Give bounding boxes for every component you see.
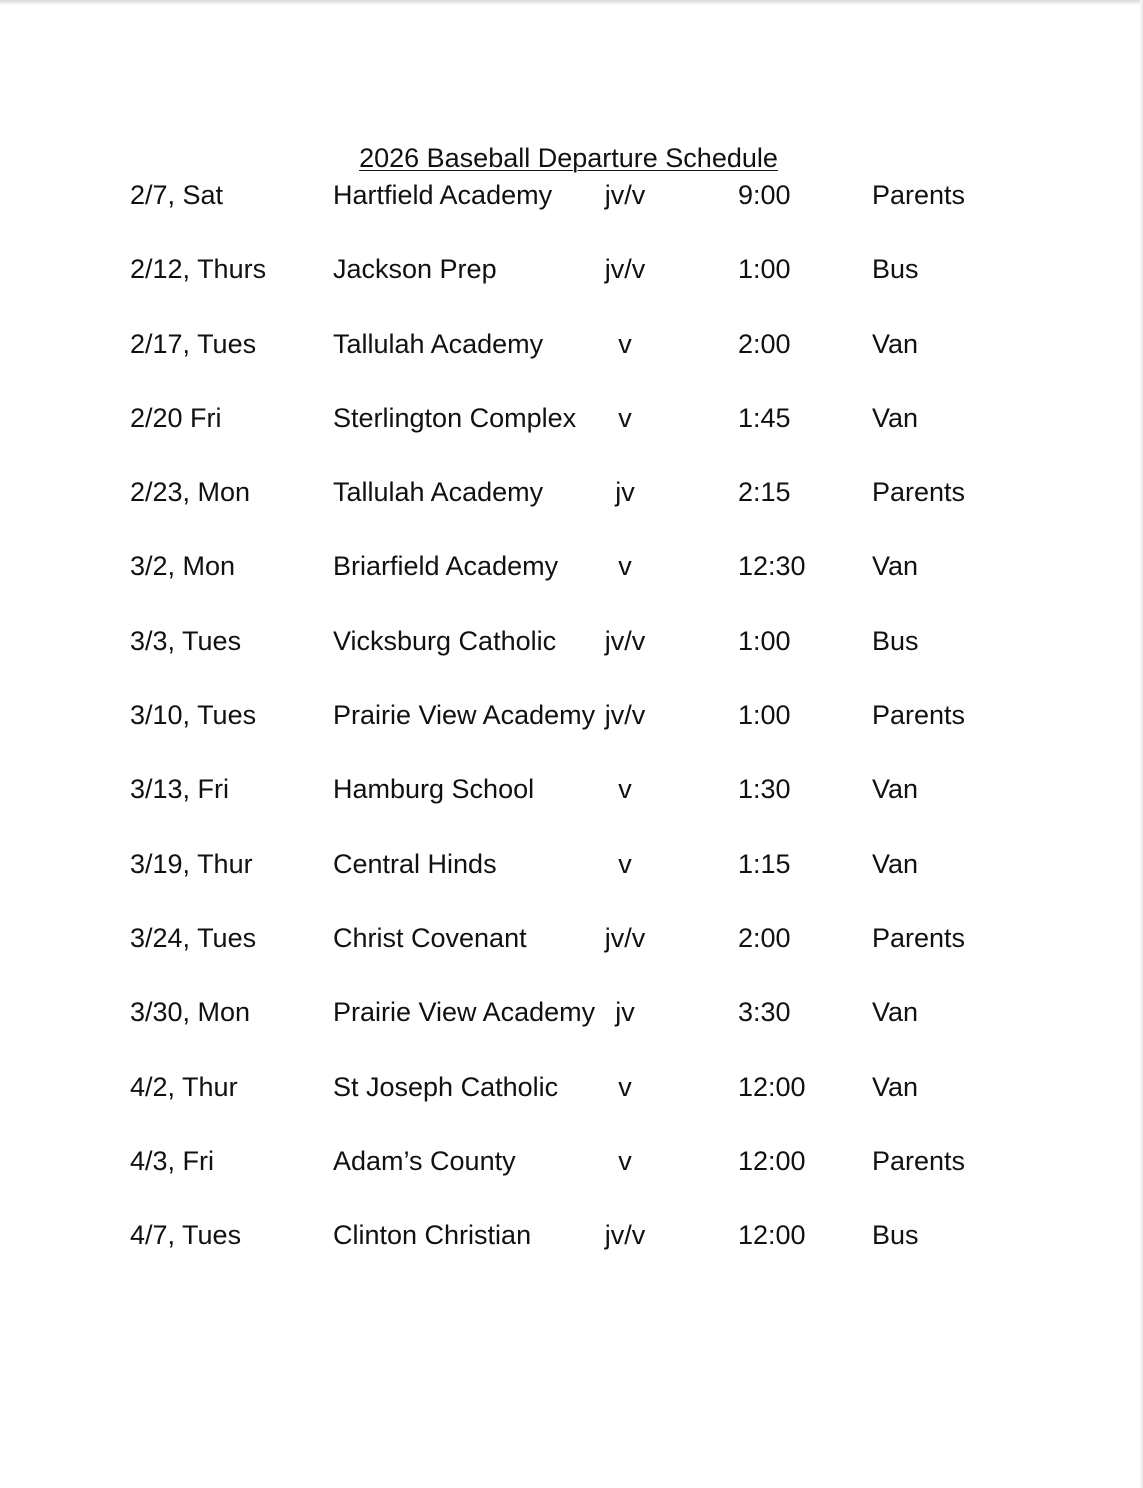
game-opponent: Briarfield Academy — [333, 551, 559, 582]
schedule-list — [0, 178, 1143, 1292]
game-level: v — [618, 551, 632, 582]
schedule-row — [0, 698, 1143, 772]
transport-mode: Van — [872, 1071, 919, 1102]
game-opponent: Sterlington Complex — [333, 402, 577, 433]
game-level: v — [618, 328, 632, 359]
transport-mode: Bus — [872, 625, 919, 656]
game-opponent: Tallulah Academy — [333, 477, 544, 508]
game-opponent: St Joseph Catholic — [333, 1071, 559, 1102]
game-level: jv — [615, 477, 635, 508]
game-opponent: Clinton Christian — [333, 1220, 532, 1251]
game-level: jv/v — [604, 625, 646, 656]
transport-mode: Parents — [872, 700, 966, 731]
game-level: v — [618, 774, 632, 805]
page-top-edge — [0, 0, 1143, 5]
transport-mode: Van — [872, 551, 919, 582]
game-level: v — [618, 402, 632, 433]
transport-mode: Van — [872, 774, 919, 805]
game-level: jv/v — [604, 254, 646, 285]
schedule-row — [0, 1070, 1143, 1144]
schedule-row — [0, 995, 1143, 1069]
game-level: v — [618, 1145, 632, 1176]
game-opponent: Tallulah Academy — [333, 328, 544, 359]
page-title: 2026 Baseball Departure Schedule — [359, 143, 778, 173]
game-date: 3/30, Mon — [130, 997, 251, 1028]
departure-time: 12:00 — [738, 1145, 806, 1176]
schedule-row — [0, 921, 1143, 995]
game-opponent: Hartfield Academy — [333, 180, 553, 210]
departure-time: 12:00 — [738, 1220, 806, 1251]
schedule-row — [0, 1218, 1143, 1292]
schedule-row — [0, 401, 1143, 475]
game-date: 2/23, Mon — [130, 477, 251, 508]
departure-time: 12:30 — [738, 551, 806, 582]
game-opponent: Prairie View Academy — [333, 997, 596, 1028]
transport-mode: Van — [872, 328, 919, 359]
departure-time: 2:15 — [738, 477, 791, 508]
game-level: jv — [615, 997, 635, 1028]
transport-mode: Parents — [872, 1145, 966, 1176]
game-date: 3/24, Tues — [130, 922, 257, 953]
departure-time: 1:00 — [738, 254, 791, 285]
game-level: v — [618, 848, 632, 879]
departure-time: 12:00 — [738, 1071, 806, 1102]
game-date: 2/12, Thurs — [130, 254, 267, 285]
departure-time: 2:00 — [738, 328, 791, 359]
transport-mode: Parents — [872, 180, 966, 210]
game-date: 3/3, Tues — [130, 625, 242, 656]
game-date: 3/19, Thur — [130, 848, 253, 879]
game-date: 3/13, Fri — [130, 774, 230, 805]
schedule-row — [0, 847, 1143, 921]
game-date: 4/2, Thur — [130, 1071, 238, 1102]
departure-time: 1:45 — [738, 402, 791, 433]
game-date: 3/2, Mon — [130, 551, 236, 582]
game-opponent: Christ Covenant — [333, 922, 527, 953]
departure-time: 1:15 — [738, 848, 791, 879]
game-level: jv/v — [604, 700, 646, 731]
game-level: v — [618, 1071, 632, 1102]
game-level: jv/v — [604, 922, 646, 953]
schedule-row — [0, 549, 1143, 623]
transport-mode: Parents — [872, 477, 966, 508]
departure-time: 9:00 — [738, 180, 791, 210]
transport-mode: Van — [872, 997, 919, 1028]
game-opponent: Adam’s County — [333, 1145, 516, 1176]
game-opponent: Hamburg School — [333, 774, 535, 805]
game-opponent: Central Hinds — [333, 848, 497, 879]
game-date: 2/17, Tues — [130, 328, 257, 359]
game-level: jv/v — [604, 180, 646, 210]
game-opponent: Jackson Prep — [333, 254, 497, 285]
game-date: 2/7, Sat — [130, 180, 224, 210]
departure-time: 1:00 — [738, 625, 791, 656]
transport-mode: Bus — [872, 254, 919, 285]
schedule-row — [0, 178, 1143, 252]
departure-time: 2:00 — [738, 922, 791, 953]
transport-mode: Van — [872, 848, 919, 879]
departure-time: 1:30 — [738, 774, 791, 805]
schedule-row — [0, 772, 1143, 846]
schedule-row — [0, 624, 1143, 698]
game-date: 4/7, Tues — [130, 1220, 242, 1251]
game-date: 3/10, Tues — [130, 700, 257, 731]
transport-mode: Bus — [872, 1220, 919, 1251]
game-level: jv/v — [604, 1220, 646, 1251]
game-date: 2/20 Fri — [130, 402, 222, 433]
game-opponent: Prairie View Academy — [333, 700, 596, 731]
transport-mode: Van — [872, 402, 919, 433]
game-date: 4/3, Fri — [130, 1145, 215, 1176]
game-opponent: Vicksburg Catholic — [333, 625, 557, 656]
schedule-row — [0, 327, 1143, 401]
departure-time: 1:00 — [738, 700, 791, 731]
schedule-row — [0, 475, 1143, 549]
transport-mode: Parents — [872, 922, 966, 953]
schedule-row — [0, 1144, 1143, 1218]
departure-time: 3:30 — [738, 997, 791, 1028]
schedule-row — [0, 252, 1143, 326]
